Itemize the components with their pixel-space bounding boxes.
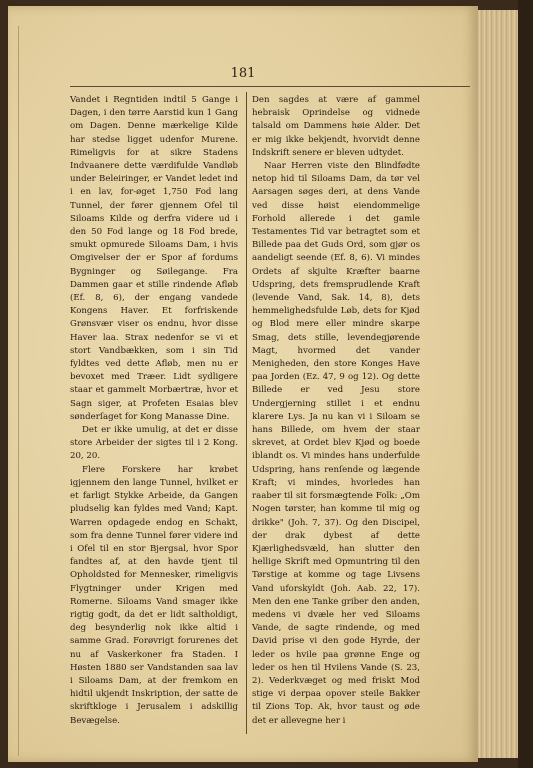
paragraph: Den sagdes at være af gammel hebraisk Oprindelse og vidnede talsald om Dammens høie Alder. Det er mig ikke bekjendt, hvorvidt denne Indskrift senere er bleven udtydet. [252,95,420,158]
header-rule [70,86,470,87]
right-column [252,94,420,728]
left-column [70,94,238,728]
page-edges [478,10,518,758]
column-divider [246,92,247,734]
paragraph: Naar Herren viste den Blindfødte netop hid til Siloams Dam, da tør vel Aarsagen søges deri, at dens Vande ved disse høist eiendommelige Forhold allerede i det gamle Testamentes Tid var betragtet som et Billede paa det Guds Ord, som gjør os aandeligt seende (Ef. 8, 6). Vi mindes Ordets af skjulte Kræfter baarne Udspring, dets fremsprudlende Kraft (levende Vand, Sak. 14, 8), dets hemmelighedsfulde Løb, dets for Kjød og Blod mere eller mindre skarpe Smag, dets stille, levendegjørende Magt, hvormed det vander Menigheden, den store Konges Have paa Jorden (Ez. 47, 9 og 12). Og dette Billede er ved Jesu store Undergjerning stillet i et endnu klarere Lys. Ja nu kan vi i Siloam se hans Billede, om hvem der staar skrevet, at Ordet blev Kjød og boede iblandt os. Vi mindes hans underfulde Udspring, hans renſende og lægende Kraft; vi mindes, hvorledes han raaber til sit forsmægtende Folk: „Om Nogen tørster, han komme til mig og drikke" (Joh. 7, 37). Og den Discipel, der drak dybest af dette Kjærlighedsvæld, han slutter den hellige Skrift med Opmuntring til den Tørstige at komme og tage Livsens Vand uforskyldt (Joh. Aab. 22, 17). Men den ene Tanke griber den anden, medens vi dvæle her ved Siloams Vande, de sagte rindende, og med David prise vi den gode Hyrde, der leder os hvile paa grønne Enge og leder os hen til Hvilens Vande (S. 23, 2). Vederkvæget og med friskt Mod stige vi derpaa opover steile Bakker til Zions Top. Ak, hvor taust og øde det er allevegne her i [252,161,420,726]
page-number: 181 [230,66,256,81]
paragraph: Det er ikke umulig, at det er disse store Arbeider der sigtes til i 2 Kong. 20, 20. [70,425,238,462]
paragraph: Vandet i Regntiden indtil 5 Gange i Dagen, i den tørre Aarstid kun 1 Gang om Dagen. Denne mærkelige Kilde har stedse ligget udenfor Murene. Rimeligvis for at sikre Stadens Indvaanere dette værdifulde Vandløb under Beleiringer, er Vandet ledet ind i en lav, for-øget 1,750 Fod lang Tunnel, der fører gjennem Ofel til Siloams Kilde og derfra videre ud i den 50 Fod lange og 18 Fod brede, smukt opmurede Siloams Dam, i hvis Omgivelser der er Spor af fordums Bygninger og Søilegange. Fra Dammen gaar et stille rindende Afløb (Ef. 8, 6), der engang vandede Kongens Haver. Et forfriskende Grønsvær viser os endnu, hvor disse Haver laa. Strax nedenfor se vi et stort Vandbækken, som i sin Tid fyldtes ved dette Afløb, men nu er bevoxet med Træer. Lidt sydligere staar et gammelt Morbærtræ, hvor et Sagn siger, at Profeten Esaias blev sønderſaget for Kong Manasse Dine. [70,95,238,422]
book-cover [518,0,533,768]
book-page [8,6,478,762]
page-gutter-line [18,26,19,756]
paragraph: Flere Forskere har krøbet igjennem den lange Tunnel, hvilket er et farligt Stykke Arbeide, da Gangen pludselig kan fyldes med Vand; Kapt. Warren opdagede endog en Schakt, som fra denne Tunnel fører videre ind i Ofel til en stor Bjergsal, hvor Spor fandtes af, at den havde tjent til Opholdsted for Mennesker, rimeligvis Flygtninger under Krigen med Romerne. Siloams Vand smager ikke rigtig godt, da det er lidt saltholdigt, deg besynderlig nok ikke altid i samme Grad. Forøvrigt forurenes det nu af Vaskerkoner fra Staden. I Høsten 1880 ser Vandstanden saa lav i Siloams Dam, at der fremkom en hidtil ukjendt Inskription, der satte de skriftkloge i Jerusalem i adskillig Bevægelse. [70,464,238,726]
